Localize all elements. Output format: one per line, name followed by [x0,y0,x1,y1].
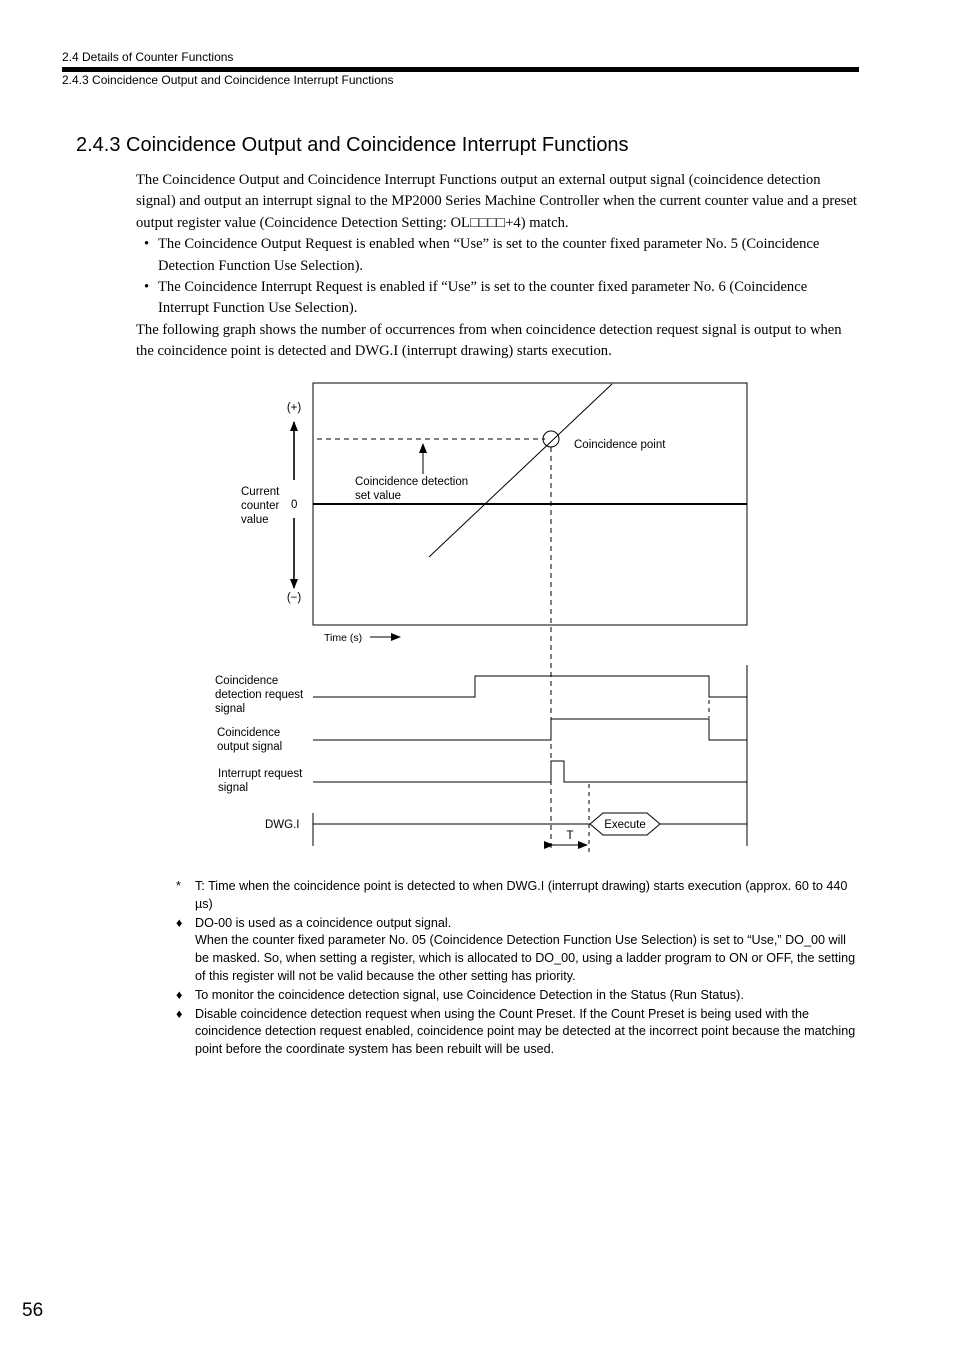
note-item [176,878,858,914]
zero-label: 0 [291,499,298,511]
coincidence-timing-diagram [0,370,954,870]
interrupt-signal-label: Interrupt request [218,768,303,780]
axis-label-line: value [241,514,269,526]
note-text: When the counter fixed parameter No. 05 (Coincidence Detection Function Use Selection) is set to “Use,” DO_00 will be masked. So, when setting a register, which is allocated to DO_00, using a ladder program to ON or OFF, the setting of this register will not be valid because the other setting has priority. [195,933,856,983]
bullet-text: The Coincidence Output Request is enabled when “Use” is set to the counter fixed parameter No. 5 (Coincidence Detection Function Use Selection). [158,236,820,274]
notes-list [176,878,858,1060]
set-value-label-line: Coincidence detection [355,476,469,488]
bullet-item [136,277,858,320]
interrupt-signal-label: signal [218,782,249,794]
bullet-item [136,234,858,277]
section-title: 2.4.3 Coincidence Output and Coincidence Interrupt Functions [76,134,629,156]
axis-label-line: Current [241,486,280,498]
coincidence-point-marker [543,431,559,447]
set-value-label-line: set value [355,490,402,502]
graph-intro-paragraph: The following graph shows the number of occurrences from when coincidence detection request signal is output to when the coincidence point is detected and DWG.I (interrupt drawing) starts execution. [136,321,842,360]
time-axis-label: Time (s) [324,632,363,644]
note-mark: ♦ [176,987,183,1002]
bullet-mark: • [144,236,150,253]
running-header-subsection: 2.4.3 Coincidence Output and Coincidence Interrupt Functions [62,73,394,87]
t-label: T [566,830,574,842]
output-signal-label: output signal [217,741,283,753]
interrupt-signal-trace [313,761,747,782]
note-mark: * [176,879,181,893]
request-signal-label: Coincidence [215,675,279,687]
note-text: T: Time when the coincidence point is detected to when DWG.I (interrupt drawing) starts execution (approx. 60 to 440 µs) [195,879,848,911]
request-signal-trace [313,676,747,697]
note-item [176,987,858,1005]
header-rule [62,67,859,72]
running-header-section: 2.4 Details of Counter Functions [62,50,234,64]
page-number: 56 [22,1300,44,1321]
bullet-mark: • [144,279,150,296]
output-signal-label: Coincidence [217,727,281,739]
note-item [176,1006,858,1059]
note-mark: ♦ [176,1006,183,1021]
note-mark: ♦ [176,915,183,930]
body-text [136,170,858,363]
note-text: Disable coincidence detection request when using the Count Preset. If the Count Preset is being used with the coincidence detection request enabled, coincidence point may be detected at the incorrect point because the matching point before the coordinate system has been rebuilt will be used. [195,1006,856,1057]
note-item [176,915,858,986]
plus-label: (+) [286,402,302,414]
output-signal-trace [313,719,747,740]
note-text: To monitor the coincidence detection signal, use Coincidence Detection in the Status (Run Status). [195,987,744,1002]
coincidence-point-label: Coincidence point [574,439,666,451]
execute-label: Execute [604,819,646,831]
counter-value-line [429,384,612,557]
axis-label-line: counter [241,500,280,512]
bullet-text: The Coincidence Interrupt Request is enabled if “Use” is set to the counter fixed parameter No. 6 (Coincidence Interrupt Function Use Selection). [158,279,808,317]
request-signal-label: signal [215,703,246,715]
intro-paragraph: The Coincidence Output and Coincidence Interrupt Functions output an external output signal (coincidence detection signal) and output an interrupt signal to the MP2000 Series Machine Controller when the current counter value and a preset output register value (Coincidence Detection Setting: OL□□□□+4) match. [136,172,857,231]
minus-label: (−) [286,592,302,604]
dwg-label: DWG.I [265,819,300,831]
request-signal-label: detection request [215,689,304,701]
note-text: DO-00 is used as a coincidence output signal. [195,915,452,930]
